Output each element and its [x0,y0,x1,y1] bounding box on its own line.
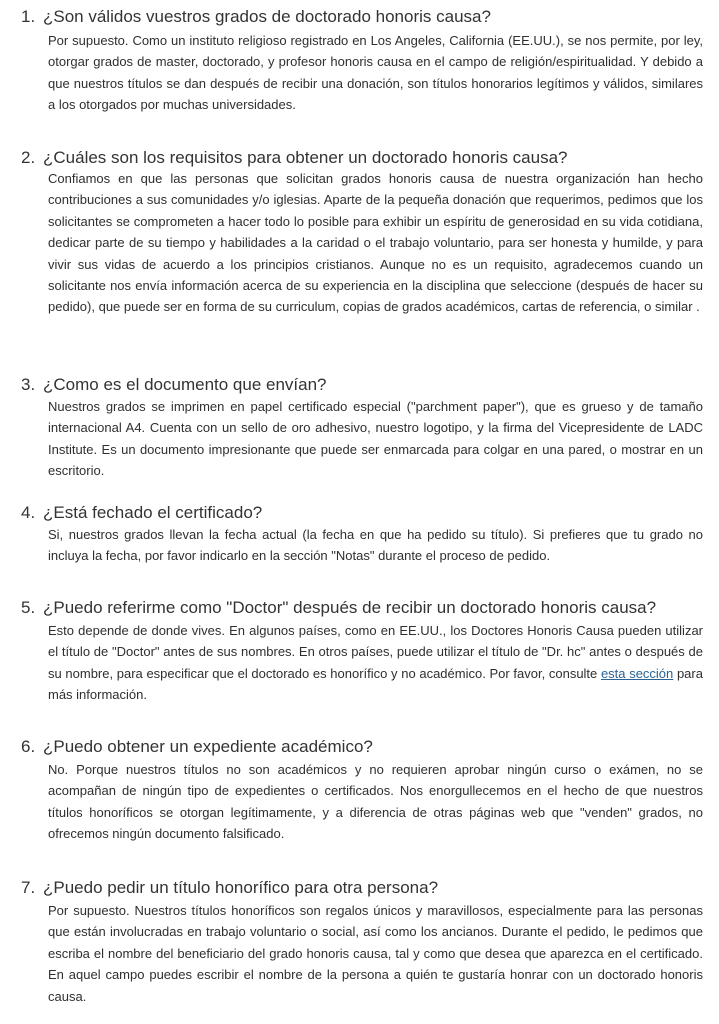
faq-question-text: ¿Puedo referirme como "Doctor" después de recibir un doctorado honoris causa? [43,598,657,617]
faq-question [21,877,438,899]
faq-number: 3. [21,375,36,394]
faq-answer: Por supuesto. Como un instituto religioso registrado en Los Angeles, California (EE.UU.), se nos permite, por ley, otorgar grados de master, doctorado, y profesor honoris causa en el campo de religión/espiritualidad. Y debido a que nuestros títulos se dan después de recibir una donación, son títulos honorarios legítimos y válidos, similares a los otorgados por muchas universidades. [48,33,703,113]
faq-answer: Si, nuestros grados llevan la fecha actual (la fecha en que ha pedido su título). Si prefieres que tu grado no incluya la fecha, por favor indicarlo en la sección "Notas" durante el proceso de pedido. [48,527,703,564]
faq-question [21,502,262,524]
faq-question-text: ¿Cuáles son los requisitos para obtener un doctorado honoris causa? [43,148,568,167]
section-link[interactable]: esta sección [600,665,674,681]
faq-number: 2. [21,148,36,167]
faq-number: 4. [21,503,36,522]
faq-question-text: ¿Puedo obtener un expediente académico? [43,737,373,756]
faq-answer [48,620,703,706]
faq-number: 1. [21,7,36,26]
faq-answer: Por supuesto. Nuestros títulos honoríficos son regalos únicos y maravillosos, especialmente para las personas que están involucradas en trabajo voluntario o social, así como los ancianos. Durante el pedido, le pedimos que escriba el nombre del beneficiario del grado honoris causa, tal y como que desea que aparezca en el certificado. En aquel campo puedes escribir el nombre de la persona a quién te gustaría honrar con un doctorado honoris causa. [48,903,703,1004]
faq-answer-text: para más información. [48,665,703,703]
faq-question-text: ¿Está fechado el certificado? [43,503,263,522]
faq-number: 6. [21,737,36,756]
faq-question [21,736,373,758]
faq-question-text: ¿Son válidos vuestros grados de doctorado honoris causa? [43,7,491,26]
faq-number: 7. [21,878,36,897]
faq-question [21,597,656,619]
faq-answer: Nuestros grados se imprimen en papel certificado especial ("parchment paper"), que es grueso y de tamaño internacional A4. Cuenta con un sello de oro adhesivo, nuestro logotipo, y la firma del Vicepresidente de LADC Institute. Es un documento impresionante que puede ser enmarcada para colgar en una pared, o mostrar en un escritorio. [48,399,703,479]
faq-question [21,147,568,169]
faq-answer: Confiamos en que las personas que solicitan grados honoris causa de nuestra organización han hecho contribuciones a sus comunidades y/o iglesias. Aparte de la pequeña donación que requerimos, pedimos que los solicitantes se comprometen a hacer todo lo posible para exhibir un espíritu de generosidad en su vida cotidiana, dedicar parte de su tiempo y habilidades a la caridad o el trabajo voluntario, para ser honesta y humilde, y para vivir sus vidas de acuerdo a los principios cristianos. Aunque no es un requisito, agradecemos cuando un solicitante nos envía información acerca de su experiencia en la disciplina que seleccione (después de hacer su pedido), que puede ser en forma de su curriculum, copias de grados académicos, cartas de referencia, o similar . [48,171,703,315]
faq-question-text: ¿Como es el documento que envían? [43,375,327,394]
faq-question-text: ¿Puedo pedir un título honorífico para otra persona? [43,878,439,897]
faq-question [21,374,327,396]
faq-answer-text: Esto depende de donde vives. En algunos países, como en EE.UU., los Doctores Honoris Causa pueden utilizar el título de "Doctor" antes de sus nombres. En otros países, puede utilizar el título de "Dr. hc" antes o después de su nombre, para especificar que el doctorado es honorífico y no académico. Por favor, consulte [48,623,703,681]
faq-answer: No. Porque nuestros títulos no son académicos y no requieren aprobar ningún curso o exámen, no se acompañan de ningún tipo de expedientes o certificados. Nos enorgullecemos en el hecho de que nuestros títulos honoríficos se otorgan legítimamente, y a diferencia de otras páginas web que "venden" grados, no ofrecemos ningún documento falsificado. [48,762,703,842]
faq-number: 5. [21,598,36,617]
faq-question [21,6,491,28]
